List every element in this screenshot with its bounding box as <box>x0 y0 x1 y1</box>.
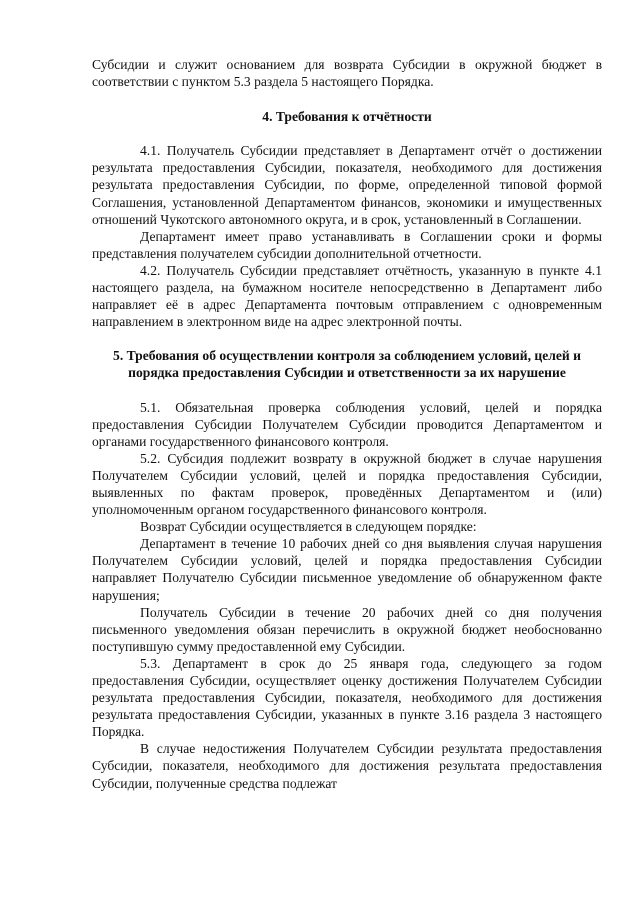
section-5-body <box>92 399 602 792</box>
paragraph-5-2-recipient-step: Получатель Субсидии в течение 20 рабочих дней со дня получения письменного уведомления обязан перечислить в окружной бюджет необоснованно поступившую сумму предоставленной ему Субсидии. <box>92 604 602 654</box>
paragraph-5-2-procedure: Возврат Субсидии осуществляется в следующем порядке: <box>140 519 477 535</box>
section-5-heading: 5. Требования об осуществлении контроля за соблюдением условий, целей и порядка предоставления Субсидии и ответственности за их нарушение <box>113 348 581 381</box>
paragraph-4-1: 4.1. Получатель Субсидии представляет в Департамент отчёт о достижении результата предоставления Субсидии, показателя, необходимого для достижения результата предоставления Субсидии, по форме, определенной типовой формой Соглашения, установленной Департаментом финансов, экономики и имущественных отношений Чукотского автономного округа, и в срок, установленный в Соглашении. <box>92 143 602 227</box>
section-4-heading: 4. Требования к отчётности <box>262 109 432 125</box>
section-4-body <box>92 142 602 330</box>
paragraph-5-3-nonachievement: В случае недостижения Получателем Субсидии результата предоставления Субсидии, показателя, необходимого для достижения результата предоставления Субсидии, полученные средства подлежат <box>92 741 602 791</box>
paragraph-5-2-department-step: Департамент в течение 10 рабочих дней со дня выявления случая нарушения Получателем Субсидии условий, целей и порядка предоставления Субсидии направляет Получателю Субсидии письменное уведомление об обнаруженном факте нарушения; <box>92 536 602 603</box>
document-page <box>92 56 602 792</box>
paragraph-continuation: Субсидии и служит основанием для возврата Субсидии в окружной бюджет в соответствии с пунктом 5.3 раздела 5 настоящего Порядка. <box>92 57 602 90</box>
paragraph-4-1-additional: Департамент имеет право устанавливать в Соглашении сроки и формы представления получателем субсидии дополнительной отчетности. <box>92 228 602 261</box>
paragraph-5-1: 5.1. Обязательная проверка соблюдения условий, целей и порядка предоставления Субсидии Получателем Субсидии проводится Департаментом и органами государственного финансового контроля. <box>92 399 602 449</box>
paragraph-5-2: 5.2. Субсидия подлежит возврату в окружной бюджет в случае нарушения Получателем Субсидии условий, целей и порядка предоставления Субсидии, выявленных по фактам проверок, проведённых Департаментом и (или) уполномоченным органом государственного финансового контроля. <box>92 450 602 518</box>
paragraph-5-3: 5.3. Департамент в срок до 25 января года, следующего за годом предоставления Субсидии, осуществляет оценку достижения Получателем Субсидии результата предоставления Субсидии, показателя, необходимого для достижения результата предоставления Субсидии, указанных в пункте 3.16 раздела 3 настоящего Порядка. <box>92 655 602 740</box>
paragraph-4-2: 4.2. Получатель Субсидии представляет отчётность, указанную в пункте 4.1 настоящего раздела, на бумажном носителе непосредственно в Департамент либо направляет её в адрес Департамента почтовым отправлением с одновременным направлением в электронном виде на адрес электронной почты. <box>92 262 602 330</box>
